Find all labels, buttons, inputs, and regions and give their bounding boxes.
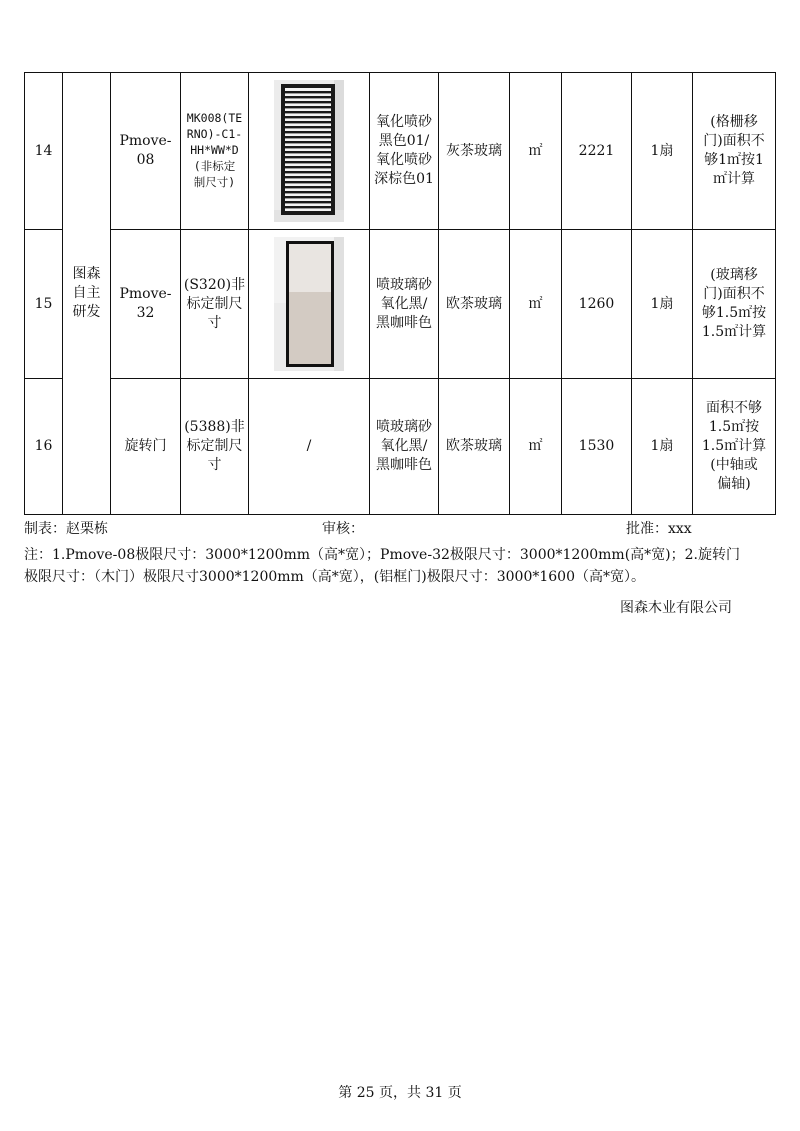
grille-bar (285, 111, 331, 113)
grille-bar (285, 171, 331, 173)
image-cell (249, 230, 370, 379)
row-number: 14 (25, 73, 63, 230)
dimension-note: 注：1.Pmove-08极限尺寸：3000*1200mm（高*宽）；Pmove-32极限尺寸：3000*1200mm(高*宽)；2.旋转门 极限尺寸：（木门）极限尺寸3000*1200mm（高*宽），(铝框门)极限尺寸：3000*1600（高*宽）。 (24, 547, 740, 585)
model-cell: Pmove-32 (111, 230, 181, 379)
reviewed-by: 审核： (322, 521, 364, 537)
price-cell: 1530 (562, 379, 632, 515)
unit-cell: ㎡ (510, 73, 562, 230)
spec-cell: MK008(TE RNO)-C1- HH*WW*D (非标定 制尺寸) (181, 73, 249, 230)
grille-bar (285, 131, 331, 133)
grille-bar (285, 146, 331, 148)
approved-by: 批准：xxx (626, 521, 692, 537)
table-row (25, 73, 776, 230)
color-cell: 喷玻璃砂 氧化黑/ 黑咖啡色 (370, 379, 439, 515)
grille-bar (285, 201, 331, 203)
image-cell (249, 379, 370, 515)
unit-cell: ㎡ (510, 379, 562, 515)
grille-bar (285, 166, 331, 168)
grille-bar (285, 151, 331, 153)
no-image-placeholder: / (306, 438, 312, 454)
quantity-cell: 1扇 (632, 230, 693, 379)
grille-bar (285, 96, 331, 98)
remark-cell: (格栅移 门)面积不 够1㎡按1 ㎡计算 (693, 73, 776, 230)
table-row (25, 230, 776, 379)
model-cell: 旋转门 (111, 379, 181, 515)
unit-cell: ㎡ (510, 230, 562, 379)
spec-cell: (S320)非 标定制尺 寸 (181, 230, 249, 379)
quantity-cell: 1扇 (632, 73, 693, 230)
grille-bar (285, 136, 331, 138)
glass-cell: 灰茶玻璃 (439, 73, 510, 230)
grille-bar (285, 181, 331, 183)
model-cell: Pmove-08 (111, 73, 181, 230)
grille-bar (285, 191, 331, 193)
grille-sliding-door-photo-icon (274, 80, 344, 222)
group-label: 图森 自主 研发 (72, 266, 101, 320)
remark-cell: (玻璃移 门)面积不 够1.5㎡按 1.5㎡计算 (693, 230, 776, 379)
prepared-by: 制表：赵栗栋 (24, 521, 108, 537)
color-cell: 喷玻璃砂 氧化黑/ 黑咖啡色 (370, 230, 439, 379)
grille-bar (285, 176, 331, 178)
quantity-cell: 1扇 (632, 379, 693, 515)
color-cell: 氧化喷砂 黑色01/ 氧化喷砂 深棕色01 (370, 73, 439, 230)
grille-bar (285, 161, 331, 163)
grille-bar (285, 121, 331, 123)
glass-cell: 欧茶玻璃 (439, 230, 510, 379)
price-cell: 2221 (562, 73, 632, 230)
image-cell (249, 73, 370, 230)
spec-cell: (5388)非 标定制尺 寸 (181, 379, 249, 515)
grille-bar (285, 116, 331, 118)
grille-bar (285, 186, 331, 188)
grille-bar (285, 91, 331, 93)
grille-bar (285, 156, 331, 158)
group-label-cell (63, 73, 111, 515)
table-row (25, 379, 776, 515)
glass-cell: 欧茶玻璃 (439, 379, 510, 515)
grille-bar (285, 126, 331, 128)
company-name: 图森木业有限公司 (620, 600, 732, 616)
grille-bar (285, 106, 331, 108)
price-cell: 1260 (562, 230, 632, 379)
row-number: 15 (25, 230, 63, 379)
glass-sliding-door-photo-icon (274, 237, 344, 371)
grille-bar (285, 141, 331, 143)
page-number: 第 25 页，共 31 页 (338, 1085, 462, 1101)
remark-cell: 面积不够 1.5㎡按 1.5㎡计算 (中轴或 偏轴) (693, 379, 776, 515)
grille-bar (285, 206, 331, 208)
grille-bar (285, 196, 331, 198)
row-number: 16 (25, 379, 63, 515)
product-price-table (24, 72, 776, 515)
grille-bar (285, 101, 331, 103)
